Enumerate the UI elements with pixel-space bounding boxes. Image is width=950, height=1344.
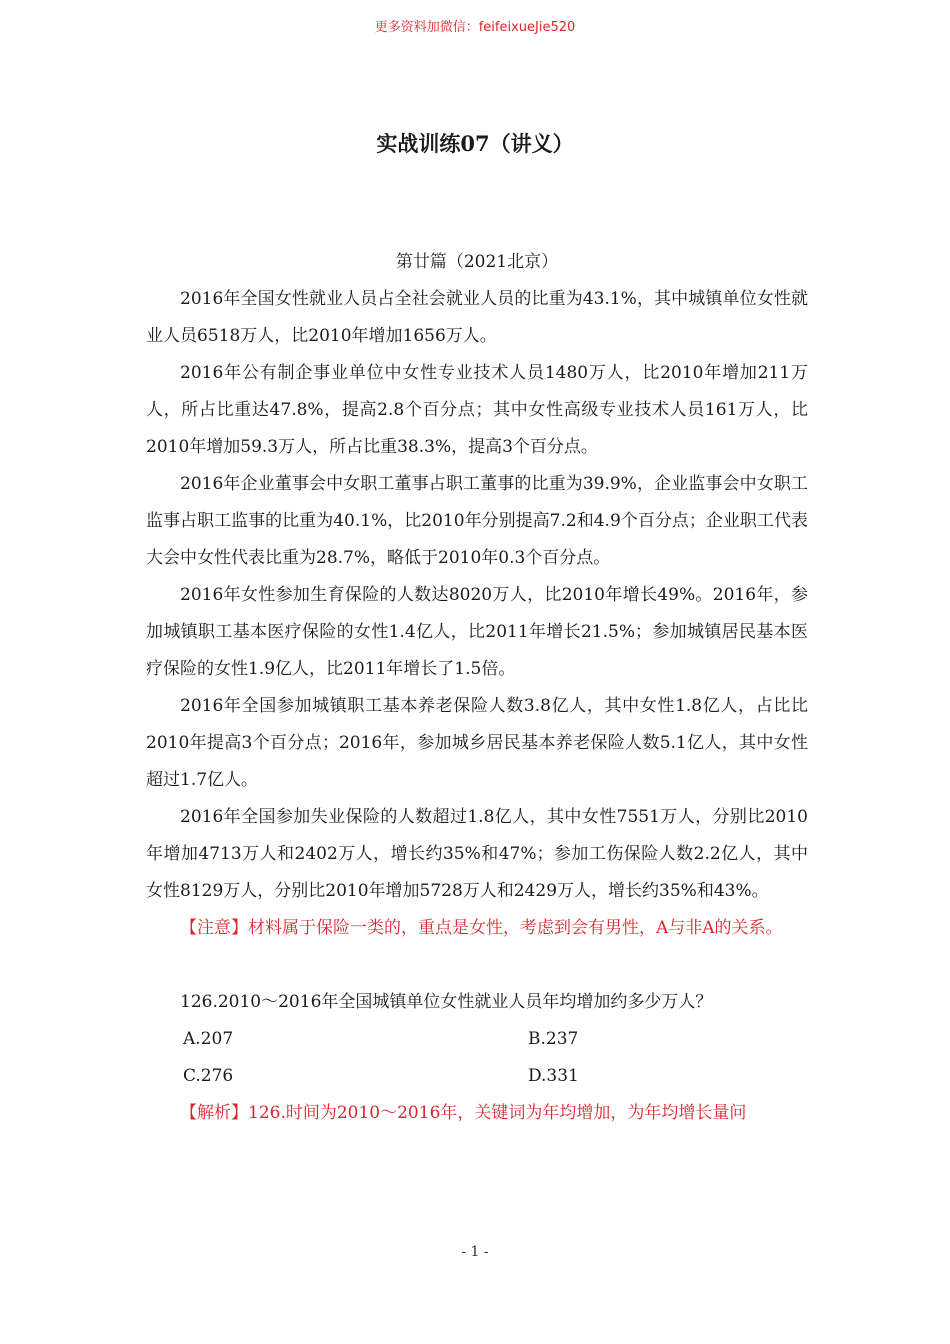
section-title: 第廿篇（2021北京）: [395, 252, 559, 272]
option-c: C.276: [183, 1066, 234, 1086]
paragraph: 2016年公有制企事业单位中女性专业技术人员1480万人，比2010年增加211万人，所占比重达47.8%，提高2.8个百分点；其中女性高级专业技术人员161万人，比2010年增加59.3万人，所占比重38.3%，提高3个百分点。: [146, 363, 808, 457]
paragraph: 2016年全国参加失业保险的人数超过1.8亿人，其中女性7551万人，分别比2010年增加4713万人和2402万人，增长约35%和47%；参加工伤保险人数2.2亿人，其中女性8129万人，分别比2010年增加5728万人和2429万人，增长约35%和43%。: [146, 807, 808, 901]
document-body: [146, 244, 808, 1132]
paragraph: 2016年女性参加生育保险的人数达8020万人，比2010年增长49%。2016年，参加城镇职工基本医疗保险的女性1.4亿人，比2011年增长21.5%；参加城镇居民基本医疗保险的女性1.9亿人，比2011年增长了1.5倍。: [146, 585, 808, 679]
option-b: B.237: [528, 1029, 579, 1049]
paragraph: 2016年全国女性就业人员占全社会就业人员的比重为43.1%，其中城镇单位女性就业人员6518万人，比2010年增加1656万人。: [146, 289, 808, 346]
answer-options: [146, 1021, 808, 1095]
option-a: A.207: [183, 1029, 234, 1049]
analysis-text: 【解析】126.时间为2010～2016年，关键词为年均增加，为年均增长量问: [180, 1103, 747, 1123]
document-title: 实战训练07（讲义）: [376, 131, 574, 156]
page-number: - 1 -: [461, 1244, 489, 1260]
paragraph: 2016年企业董事会中女职工董事占职工董事的比重为39.9%，企业监事会中女职工监事占职工监事的比重为40.1%，比2010年分别提高7.2和4.9个百分点；企业职工代表大会中女性代表比重为28.7%，略低于2010年0.3个百分点。: [146, 474, 808, 568]
note-callout: 【注意】材料属于保险一类的，重点是女性，考虑到会有男性，A与非A的关系。: [180, 918, 783, 938]
header-note: 更多资料加微信：feifeixueJie520: [374, 20, 576, 35]
paragraph: 2016年全国参加城镇职工基本养老保险人数3.8亿人，其中女性1.8亿人，占比比2010年提高3个百分点；2016年，参加城乡居民基本养老保险人数5.1亿人，其中女性超过1.7亿人。: [146, 696, 808, 790]
question-text: 126.2010～2016年全国城镇单位女性就业人员年均增加约多少万人？: [180, 992, 713, 1012]
option-d: D.331: [528, 1066, 579, 1086]
